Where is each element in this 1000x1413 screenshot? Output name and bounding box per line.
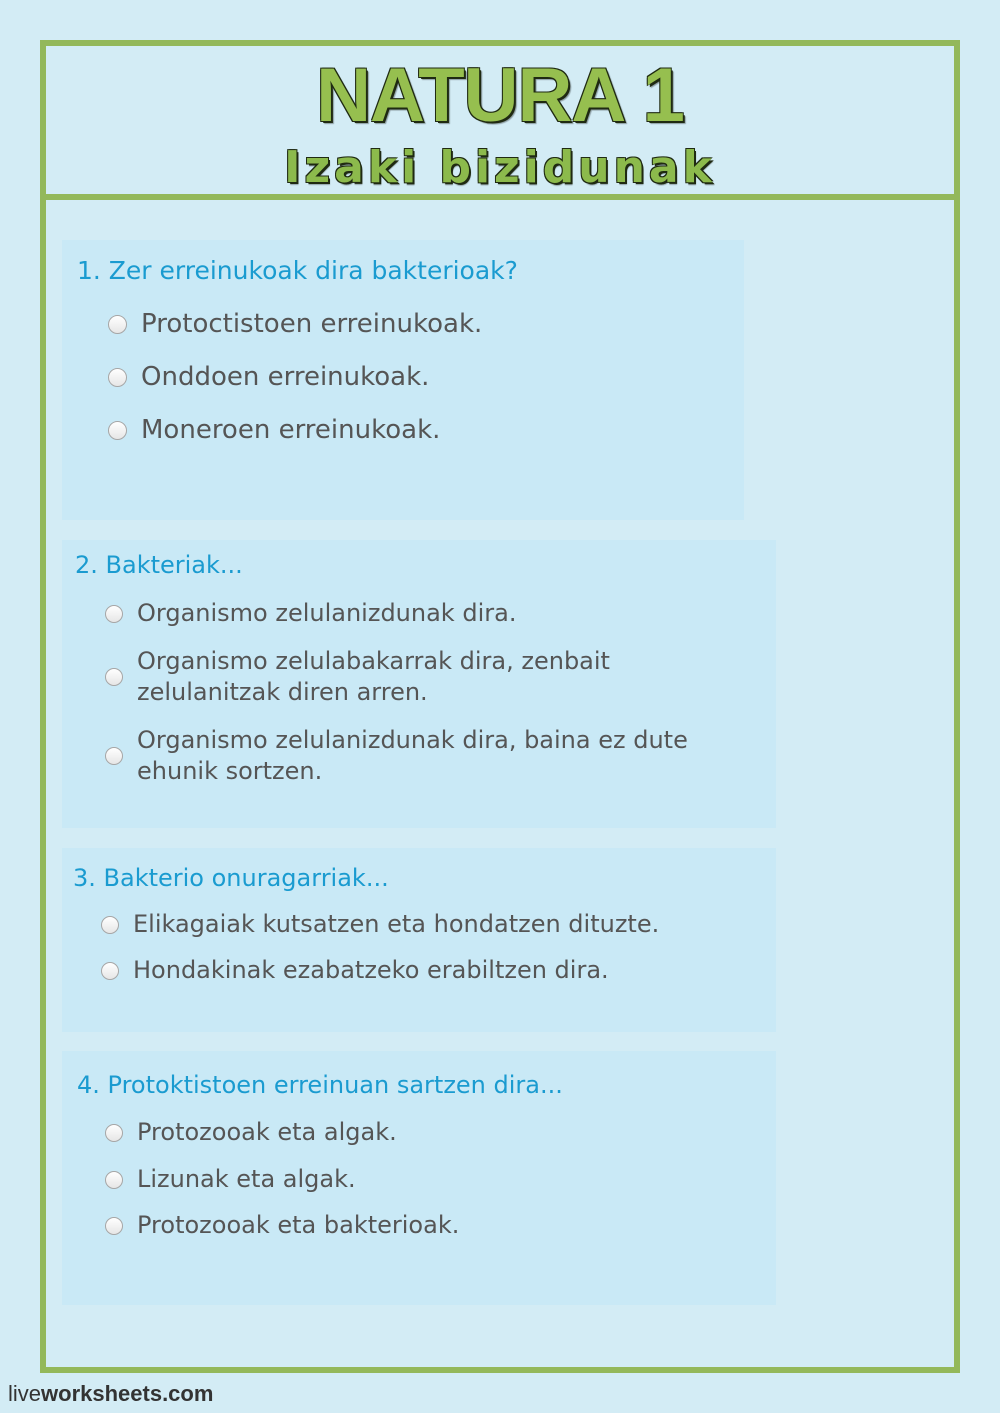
option-label: Elikagaiak kutsatzen eta hondatzen dituzte.	[133, 910, 660, 938]
question-1-title: 1. Zer erreinukoak dira bakterioak?	[77, 256, 518, 285]
radio-button[interactable]	[105, 1171, 123, 1189]
question-3-option-1[interactable]	[101, 909, 659, 940]
question-1-option-1[interactable]	[108, 309, 482, 340]
question-4-option-3[interactable]	[105, 1210, 459, 1241]
question-2-title: 2. Bakteriak...	[75, 551, 243, 579]
option-label: Moneroen erreinukoak.	[141, 415, 441, 445]
option-label: Organismo zelulanizdunak dira, baina ez dute ehunik sortzen.	[137, 726, 688, 785]
option-label: Protozooak eta bakterioak.	[137, 1211, 460, 1239]
option-label: Lizunak eta algak.	[137, 1165, 356, 1193]
page-title: NATURA 1	[316, 53, 684, 138]
option-label: Onddoen erreinukoak.	[141, 362, 430, 392]
question-3-option-2[interactable]	[101, 955, 609, 986]
question-2-option-3[interactable]	[105, 725, 745, 787]
option-label: Protoctistoen erreinukoak.	[141, 309, 483, 339]
question-4-title: 4. Protoktistoen erreinuan sartzen dira...	[77, 1071, 563, 1099]
liveworksheets-logo	[8, 1381, 213, 1407]
radio-button[interactable]	[105, 605, 123, 623]
radio-button[interactable]	[105, 668, 123, 686]
question-2-option-2[interactable]	[105, 646, 705, 708]
radio-button[interactable]	[101, 962, 119, 980]
question-1-option-2[interactable]	[108, 362, 429, 393]
radio-button[interactable]	[105, 1217, 123, 1235]
radio-button[interactable]	[105, 1124, 123, 1142]
radio-button[interactable]	[101, 916, 119, 934]
option-label: Protozooak eta algak.	[137, 1118, 397, 1146]
question-2-option-1[interactable]	[105, 598, 516, 629]
radio-button[interactable]	[105, 747, 123, 765]
logo-light-text: live	[8, 1381, 42, 1406]
radio-button[interactable]	[108, 368, 127, 387]
question-4-option-2[interactable]	[105, 1164, 356, 1195]
option-label: Hondakinak ezabatzeko erabiltzen dira.	[133, 956, 609, 984]
radio-button[interactable]	[108, 421, 127, 440]
page-subtitle: Izaki bizidunak	[284, 142, 716, 193]
question-3-title: 3. Bakterio onuragarriak...	[73, 864, 389, 892]
radio-button[interactable]	[108, 315, 127, 334]
logo-bold-text: worksheets.com	[41, 1381, 214, 1406]
option-label: Organismo zelulabakarrak dira, zenbait zelulanitzak diren arren.	[137, 647, 610, 706]
worksheet-header	[46, 46, 954, 200]
question-1-option-3[interactable]	[108, 415, 440, 446]
option-label: Organismo zelulanizdunak dira.	[137, 599, 517, 627]
question-4-option-1[interactable]	[105, 1117, 397, 1148]
